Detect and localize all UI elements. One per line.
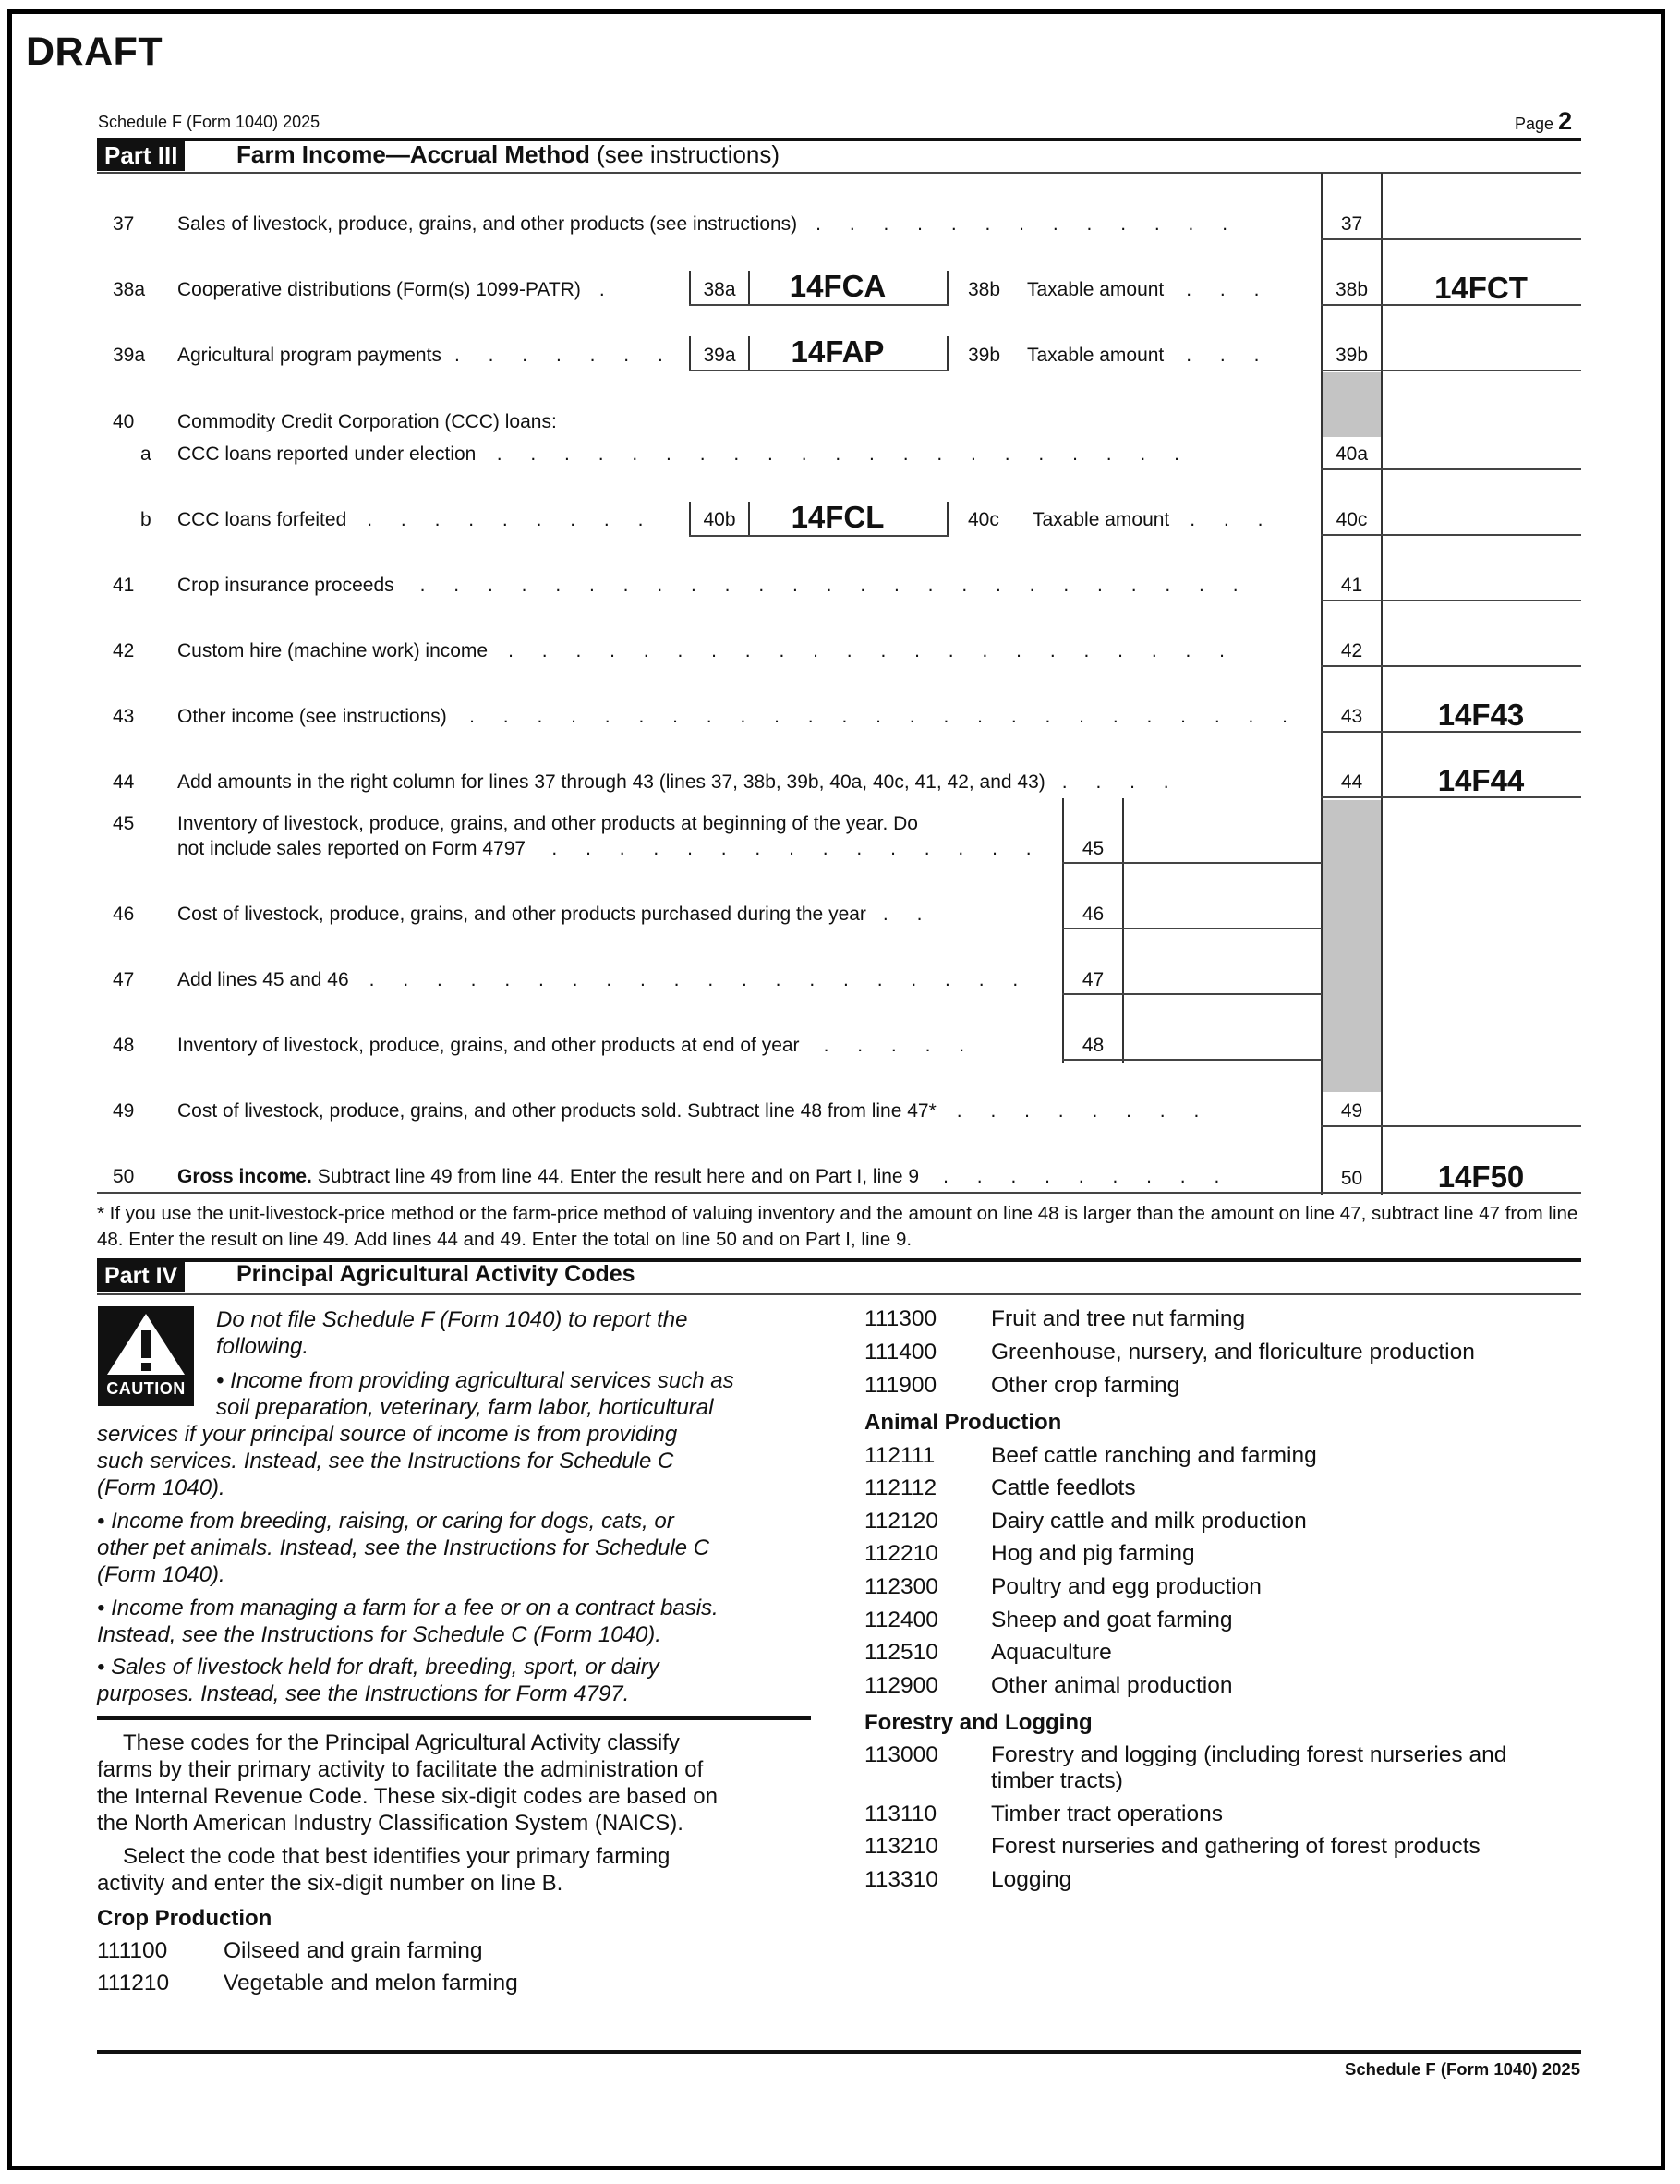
line-39a-text: Agricultural program payments	[177, 345, 441, 366]
code-number: 112300	[864, 1574, 938, 1599]
line-48-text: Inventory of livestock, produce, grains, and other products at end of year	[177, 1035, 800, 1056]
rule-40a	[1321, 468, 1581, 470]
line-40b-box: 40b	[703, 509, 736, 530]
line-42-text: Custom hire (machine work) income	[177, 640, 489, 661]
line-39b-text: Taxable amount	[1027, 345, 1165, 366]
code-desc-cont: timber tracts)	[991, 1768, 1123, 1793]
caution-b3-l1: • Income from managing a farm for a fee or on a contract basis.	[97, 1596, 719, 1620]
section-animal-production: Animal Production	[864, 1410, 1062, 1435]
code-number: 112112	[864, 1475, 937, 1500]
line-50-text: Subtract line 49 from line 44. Enter the result here and on Part I, line 9	[317, 1166, 920, 1187]
line-43-num: 43	[113, 706, 135, 727]
caution-intro-2: following.	[216, 1334, 309, 1359]
para1-l4: the North American Industry Classification System (NAICS).	[97, 1811, 683, 1836]
line-44-label: Add amounts in the right column for lines 37 through 43 (lines 37, 38b, 39b, 40a, 40c, 41, 42, and 43) . . . .	[177, 771, 1181, 793]
section-forestry-logging: Forestry and Logging	[864, 1710, 1093, 1735]
line-38a-num: 38a	[113, 279, 146, 300]
part3-title	[236, 140, 780, 169]
line-40a-num: a	[140, 443, 151, 465]
code-number: 112120	[864, 1509, 938, 1534]
line-50-label: Gross income. Subtract line 49 from line 44. Enter the result here and on Part I, line 9 . . . . . . . . .	[177, 1166, 1231, 1187]
box38a-right	[947, 271, 949, 305]
line-38b-box: 38b	[1335, 279, 1369, 300]
code-number: 111300	[864, 1306, 937, 1331]
line-40c-text: Taxable amount	[1033, 509, 1170, 530]
code-desc: Forestry and logging (including forest nurseries and	[991, 1742, 1507, 1767]
code-number: 112111	[864, 1443, 936, 1468]
code-row	[864, 1443, 1317, 1469]
part4-bottom-rule	[97, 1293, 1581, 1295]
code-desc: Other animal production	[991, 1673, 1233, 1698]
code-desc: Dairy cattle and milk production	[991, 1509, 1307, 1534]
line-40b-text: CCC loans forfeited	[177, 509, 347, 530]
line-40a-text: CCC loans reported under election	[177, 443, 477, 465]
line-40a-box: 40a	[1335, 443, 1369, 465]
line-45-num: 45	[113, 813, 135, 834]
line-49-text: Cost of livestock, produce, grains, and other products sold. Subtract line 48 from line 47*	[177, 1100, 937, 1122]
line-43-label: Other income (see instructions) . . . . . . . . . . . . . . . . . . . . . . . . .	[177, 706, 1299, 727]
code-row	[864, 1475, 1136, 1501]
line-45-text2: not include sales reported on Form 4797	[177, 838, 526, 859]
line-39a-label: Agricultural program payments . . . . . . .	[177, 345, 675, 366]
line-38a-label: Cooperative distributions (Form(s) 1099-PATR) .	[177, 279, 617, 300]
line-40b-label: CCC loans forfeited . . . . . . . . .	[177, 509, 655, 530]
form-name-header: Schedule F (Form 1040) 2025	[98, 113, 320, 131]
line-41-box: 41	[1340, 575, 1363, 596]
code-row	[864, 1834, 1481, 1860]
rule-46	[1062, 928, 1322, 929]
box39a-bottom	[689, 370, 949, 371]
code-desc: Cattle feedlots	[991, 1475, 1136, 1500]
line-48-box: 48	[1082, 1035, 1105, 1056]
line-37-num: 37	[113, 213, 135, 235]
line-43-text: Other income (see instructions)	[177, 706, 447, 727]
warning-triangle-icon	[105, 1312, 187, 1377]
para1-l1: These codes for the Principal Agricultural Activity classify	[123, 1730, 680, 1755]
caution-b1-l3: services if your principal source of income is from providing	[97, 1422, 678, 1447]
code-row	[864, 1509, 1307, 1535]
box40b-right	[947, 502, 949, 536]
caution-b4-l2: purposes. Instead, see the Instructions for Form 4797.	[97, 1681, 630, 1706]
line-45-text1: Inventory of livestock, produce, grains, and other products at beginning of the year. Do	[177, 813, 918, 834]
line-38a-box: 38a	[703, 279, 736, 300]
line-41-text: Crop insurance proceeds	[177, 575, 394, 596]
caution-b3-l2: Instead, see the Instructions for Schedule C (Form 1040).	[97, 1622, 661, 1647]
line-47-num: 47	[113, 969, 135, 990]
code-row	[864, 1867, 1071, 1893]
caution-b2-l2: other pet animals. Instead, see the Instructions for Schedule C	[97, 1535, 710, 1560]
line-40b-amount[interactable]: 14FCL	[791, 500, 885, 534]
line-43-amount[interactable]: 14F43	[1437, 698, 1525, 732]
caution-b4-l1: • Sales of livestock held for draft, breeding, sport, or dairy	[97, 1655, 659, 1680]
draft-watermark: DRAFT	[26, 30, 163, 74]
line-43-box: 43	[1340, 706, 1363, 727]
code-number: 111210	[97, 1971, 170, 1996]
line-47-box: 47	[1082, 969, 1105, 990]
line-38b-label: Taxable amount . . .	[1027, 279, 1271, 300]
caution-b2-l3: (Form 1040).	[97, 1562, 225, 1587]
line-40c-box: 40c	[1336, 509, 1368, 530]
code-row	[864, 1673, 1232, 1699]
rule-41	[1321, 600, 1581, 601]
code-desc: Oilseed and grain farming	[224, 1938, 483, 1963]
line-49-num: 49	[113, 1100, 135, 1122]
rule-42	[1321, 665, 1581, 667]
caution-icon	[98, 1306, 194, 1406]
mid-col-line-b	[1122, 798, 1124, 1063]
rule-45	[1062, 862, 1322, 864]
line-48-label: Inventory of livestock, produce, grains, and other products at end of year . . . . .	[177, 1035, 976, 1056]
code-row	[97, 1971, 518, 1996]
caution-b2-l1: • Income from breeding, raising, or caring for dogs, cats, or	[97, 1509, 674, 1534]
para2-l2: activity and enter the six-digit number on line B.	[97, 1871, 563, 1896]
line-40b-num: b	[140, 509, 151, 530]
line-39b-box: 39b	[1335, 345, 1369, 366]
footnote: * If you use the unit-livestock-price method or the farm-price method of valuing inventory and the amount on line 48 is larger than the amount on line 47, subtract line 47 from line 48. Enter the result on line 49. Add lines 44 and 49. Enter the total on line 50 and on Part I, line 9.	[97, 1203, 1578, 1250]
part3-badge: Part III	[97, 140, 185, 171]
rule-37	[1321, 238, 1581, 240]
box39a-right	[947, 336, 949, 370]
line-46-text: Cost of livestock, produce, grains, and other products purchased during the year	[177, 904, 866, 925]
caution-label: CAUTION	[106, 1379, 186, 1398]
code-desc: Beef cattle ranching and farming	[991, 1443, 1317, 1468]
part4-badge: Part IV	[97, 1260, 185, 1292]
line-48-num: 48	[113, 1035, 135, 1056]
code-row	[864, 1742, 1506, 1768]
code-number: 111900	[864, 1373, 937, 1398]
line-38b-text: Taxable amount	[1027, 279, 1165, 300]
code-row	[864, 1802, 1223, 1827]
part3-title-bold: Farm Income—Accrual Method	[236, 140, 590, 168]
caution-divider	[97, 1716, 811, 1720]
caution-intro-1: Do not file Schedule F (Form 1040) to report the	[216, 1307, 688, 1332]
code-number: 113000	[864, 1742, 938, 1767]
rule-50	[97, 1192, 1581, 1194]
line-40c-label: Taxable amount . . .	[1033, 509, 1275, 530]
line-38a-text: Cooperative distributions (Form(s) 1099-PATR)	[177, 279, 581, 300]
code-row	[864, 1541, 1195, 1567]
caution-b1-l4: such services. Instead, see the Instructions for Schedule C	[97, 1449, 674, 1474]
line-39b-label: Taxable amount . . .	[1027, 345, 1271, 366]
para1-l3: the Internal Revenue Code. These six-digit codes are based on	[97, 1784, 718, 1809]
line-38b-num: 38b	[968, 279, 1001, 300]
code-number: 112510	[864, 1640, 938, 1665]
caution-b1-l5: (Form 1040).	[97, 1475, 225, 1500]
line-45-label2: not include sales reported on Form 4797 . . . . . . . . . . . . . . .	[177, 838, 1044, 859]
line-50-amount[interactable]: 14F50	[1437, 1159, 1525, 1194]
caution-b1-l1: • Income from providing agricultural services such as	[216, 1368, 734, 1393]
code-desc: Hog and pig farming	[991, 1541, 1195, 1566]
code-desc: Greenhouse, nursery, and floriculture production	[991, 1340, 1475, 1365]
code-desc: Vegetable and melon farming	[224, 1971, 518, 1996]
code-desc: Other crop farming	[991, 1373, 1180, 1398]
line-41-num: 41	[113, 575, 135, 596]
line-49-box: 49	[1340, 1100, 1363, 1122]
line-38b-amount[interactable]: 14FCT	[1434, 271, 1528, 305]
code-row	[864, 1574, 1262, 1600]
code-desc: Poultry and egg production	[991, 1574, 1262, 1599]
line-45-box: 45	[1082, 838, 1105, 859]
code-row	[864, 1373, 1179, 1399]
line-37-text: Sales of livestock, produce, grains, and other products (see instructions)	[177, 213, 798, 235]
line-44-text: Add amounts in the right column for lines 37 through 43 (lines 37, 38b, 39b, 40a, 40c, 41, 42, and 43)	[177, 771, 1045, 793]
code-row	[864, 1306, 1245, 1332]
box40b-bottom	[689, 535, 949, 537]
line-41-label: Crop insurance proceeds . . . . . . . . . . . . . . . . . . . . . . . . .	[177, 575, 1251, 596]
code-desc: Forest nurseries and gathering of forest products	[991, 1834, 1481, 1859]
code-number: 113110	[864, 1802, 937, 1826]
line-39a-amount[interactable]: 14FAP	[791, 334, 885, 369]
code-number: 113210	[864, 1834, 938, 1859]
line-47-label: Add lines 45 and 46 . . . . . . . . . . . . . . . . . . . .	[177, 969, 1030, 990]
line-50-box: 50	[1340, 1168, 1363, 1189]
line-40c-num: 40c	[968, 509, 999, 530]
rule-47	[1062, 993, 1322, 995]
box38a-bottom	[689, 304, 949, 306]
code-desc: Timber tract operations	[991, 1802, 1223, 1826]
code-number: 113310	[864, 1867, 938, 1892]
line-44-box: 44	[1340, 771, 1363, 793]
page-number	[1515, 107, 1572, 136]
code-desc: Aquaculture	[991, 1640, 1112, 1665]
section-crop-production: Crop Production	[97, 1906, 272, 1931]
line-37-label: Sales of livestock, produce, grains, and other products (see instructions) . . . . . . . . . . . . .	[177, 213, 1239, 235]
line-44-num: 44	[113, 771, 135, 793]
code-row	[864, 1340, 1475, 1365]
code-number: 112210	[864, 1541, 938, 1566]
rule-49	[1321, 1125, 1581, 1127]
line-42-label: Custom hire (machine work) income . . . . . . . . . . . . . . . . . . . . . .	[177, 640, 1237, 661]
code-row	[864, 1640, 1112, 1666]
code-number: 111100	[97, 1938, 168, 1963]
line-40a-label: CCC loans reported under election . . . . . . . . . . . . . . . . . . . . .	[177, 443, 1191, 465]
page-label: Page	[1515, 115, 1554, 133]
code-desc: Fruit and tree nut farming	[991, 1306, 1246, 1331]
line-50-bold: Gross income.	[177, 1166, 312, 1187]
line-42-box: 42	[1340, 640, 1363, 661]
line-46-box: 46	[1082, 904, 1105, 925]
line-37-amount[interactable]	[1383, 199, 1579, 237]
line-38a-amount[interactable]: 14FCA	[789, 269, 887, 303]
code-desc: Sheep and goat farming	[991, 1608, 1233, 1632]
shaded-cell-40	[1323, 372, 1381, 437]
line-49-label: Cost of livestock, produce, grains, and other products sold. Subtract line 48 from line 47* . . . . . . . .	[177, 1100, 1211, 1122]
rule-39b	[1321, 370, 1581, 371]
para2-l1: Select the code that best identifies your primary farming	[123, 1844, 671, 1869]
caution-b1-l2: soil preparation, veterinary, farm labor, horticultural	[216, 1395, 714, 1420]
part3-bottom-rule	[97, 172, 1581, 174]
part3-subtitle: (see instructions)	[597, 140, 780, 168]
line-39a-box: 39a	[703, 345, 736, 366]
para1-l2: farms by their primary activity to facilitate the administration of	[97, 1757, 704, 1782]
part4-title: Principal Agricultural Activity Codes	[236, 1261, 635, 1287]
line-37-box: 37	[1340, 213, 1363, 235]
code-row	[864, 1608, 1233, 1633]
footer-form-name: Schedule F (Form 1040) 2025	[1345, 2059, 1580, 2079]
page-num: 2	[1558, 107, 1573, 135]
shaded-cell-45-48	[1323, 800, 1381, 1092]
line-40-text: Commodity Credit Corporation (CCC) loans:	[177, 411, 557, 432]
line-46-num: 46	[113, 904, 135, 925]
rule-48	[1062, 1059, 1322, 1061]
code-number: 112400	[864, 1608, 938, 1632]
line-39a-num: 39a	[113, 345, 146, 366]
line-40-num: 40	[113, 411, 135, 432]
line-47-text: Add lines 45 and 46	[177, 969, 349, 990]
code-row	[97, 1938, 483, 1964]
code-desc: Logging	[991, 1867, 1072, 1892]
code-number: 111400	[864, 1340, 937, 1365]
line-50-num: 50	[113, 1166, 135, 1187]
line-42-num: 42	[113, 640, 135, 661]
line-39b-num: 39b	[968, 345, 1001, 366]
line-46-label: Cost of livestock, produce, grains, and other products purchased during the year . .	[177, 904, 934, 925]
rule-40c	[1321, 534, 1581, 536]
right-col-line-b	[1381, 173, 1383, 1195]
footer-rule	[97, 2050, 1581, 2054]
line-44-amount[interactable]: 14F44	[1437, 763, 1525, 797]
code-number: 112900	[864, 1673, 938, 1698]
